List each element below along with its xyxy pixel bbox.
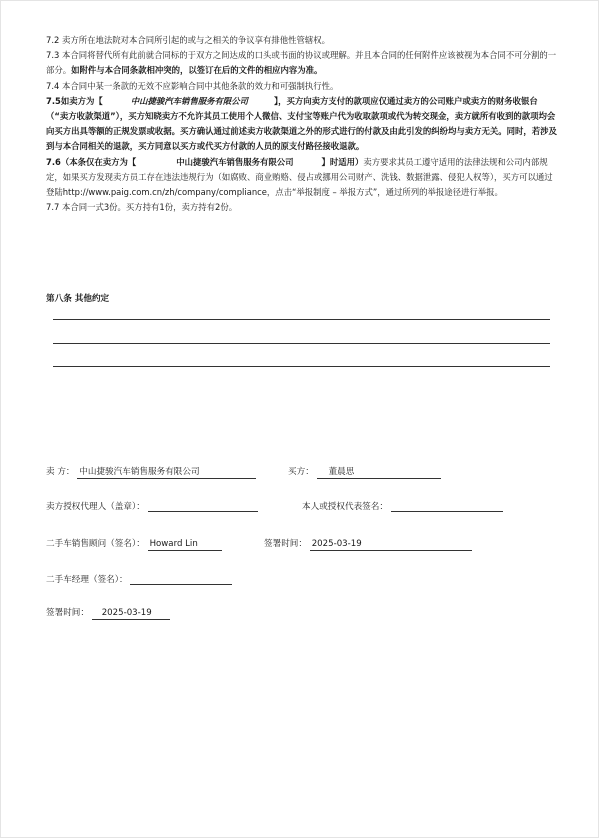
- clause-7-5-prefix: 7.5如卖方为【: [46, 95, 103, 106]
- seller-agent-field[interactable]: [148, 501, 258, 512]
- clause-7-6: [46, 155, 558, 201]
- consultant-row: [46, 537, 222, 551]
- consultant-field[interactable]: Howard Lin: [148, 539, 222, 551]
- sign-time-row: [264, 537, 472, 551]
- clause-7-6-applies: 】时适用）: [321, 156, 364, 167]
- clause-7-6-company: 中山捷骏汽车销售服务有限公司: [176, 156, 294, 167]
- consultant-label: 二手车销售顾问（签名）：: [46, 539, 145, 549]
- other-terms-line-1: [53, 319, 550, 320]
- other-terms-line-3: [53, 366, 550, 367]
- seller-agent-label: 卖方授权代理人（盖章）：: [46, 502, 145, 512]
- buyer-rep-field[interactable]: [391, 501, 503, 512]
- sign-time-field[interactable]: 2025-03-19: [310, 539, 472, 551]
- manager-field[interactable]: [130, 574, 232, 585]
- manager-label: 二手车经理（签名）：: [46, 575, 128, 585]
- sign-time-label: 签署时间：: [264, 539, 307, 549]
- clause-7-3-text: 7.3 本合同将替代所有此前就合同标的于双方之间达成的口头或书面的协议或理解。并且本合同的任何附件应该被视为本合同不可分割的一部分。: [46, 50, 557, 76]
- buyer-row: [288, 465, 441, 479]
- clause-7-7: 7.7 本合同一式3份。买方持有1份，卖方持有2份。: [46, 202, 238, 213]
- final-time-label: 签署时间：: [46, 608, 89, 618]
- clause-7-3-bold: 如附件与本合同条款相冲突的，以签订在后的文件的相应内容为准。: [71, 65, 323, 76]
- seller-agent-row: [46, 500, 258, 512]
- buyer-rep-row: [302, 500, 503, 512]
- seller-label: 卖 方：: [46, 467, 75, 477]
- clause-7-5-company: 中山捷骏汽车销售服务有限公司: [130, 95, 248, 106]
- clause-7-6-text: 卖方要求其员工遵守适用的法律法规和公司内部规定，如果买方发现卖方员工存在违法违规行为（如腐败、商业贿赂、侵占或挪用公司财产、洗钱、数据泄露、侵犯人权等），买方可以通过登陆http://www.paig.com.cn/zh/company/compliance，点击“举报制度 – 举报方式”，通过所列的举报途径进行举报。: [46, 156, 553, 198]
- clauses-block: [46, 33, 558, 215]
- clause-7-4: 7.4 本合同中某一条款的无效不应影响合同中其他条款的效力和可强制执行性。: [46, 80, 339, 91]
- manager-row: [46, 573, 232, 585]
- seller-name-field[interactable]: 中山捷骏汽车销售服务有限公司: [77, 467, 256, 479]
- seller-row: [46, 465, 256, 479]
- final-time-field[interactable]: 2025-03-19: [92, 608, 170, 620]
- other-terms-line-2: [53, 343, 550, 344]
- clause-7-6-prefix: 7.6（本条仅在卖方为【: [46, 156, 137, 167]
- buyer-rep-label: 本人或授权代表签名：: [302, 502, 388, 512]
- buyer-name-field[interactable]: 董晨思: [317, 467, 441, 479]
- clause-7-5-text: 】，买方向卖方支付的款项应仅通过卖方的公司账户或卖方的财务收银台（“卖方收款渠道”），买方知晓卖方不允许其员工使用个人微信、支付宝等账户代为收取款项或代为转交现金，卖方就所有收到的款项均会向买方出具等额的正规发票或收据。买方确认通过前述卖方收款渠道之外的形式进行的付款及由此引发的纠纷均与卖方无关。同时，若涉及到与本合同相关的退款，买方同意以买方或代买方付款的人员的原支付路径接收退款。: [46, 95, 557, 152]
- clause-7-2: 7.2 卖方所在地法院对本合同所引起的或与之相关的争议享有排他性管辖权。: [46, 35, 330, 45]
- clause-7-3: [46, 48, 558, 78]
- section-8-title: 第八条 其他约定: [46, 294, 110, 304]
- final-time-row: [46, 606, 170, 620]
- clause-7-5: [46, 94, 558, 155]
- buyer-label: 买方：: [288, 467, 314, 477]
